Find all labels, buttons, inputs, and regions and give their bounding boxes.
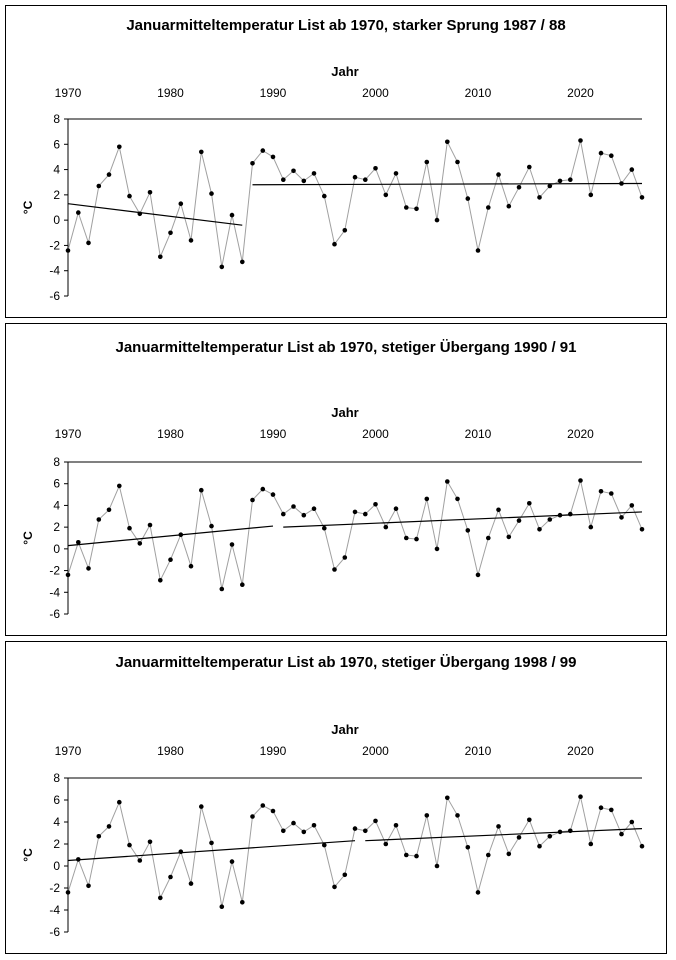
data-point xyxy=(209,191,214,196)
data-point xyxy=(548,184,553,189)
data-point xyxy=(332,885,337,890)
y-tick-label: -2 xyxy=(49,881,60,895)
data-point xyxy=(168,875,173,880)
y-tick-label: -4 xyxy=(49,585,60,600)
x-tick-label: 1970 xyxy=(54,427,82,441)
data-point xyxy=(599,805,604,810)
y-tick-label: 2 xyxy=(53,837,60,851)
chart-panel-uebergang-1998-99 xyxy=(5,641,667,954)
data-point xyxy=(332,242,337,247)
data-point xyxy=(230,859,235,864)
data-point xyxy=(158,896,163,901)
data-point xyxy=(466,845,471,850)
data-point xyxy=(486,205,491,210)
data-point xyxy=(496,508,501,513)
trend-line xyxy=(68,526,273,546)
data-point xyxy=(435,547,440,552)
y-tick-label: 0 xyxy=(53,541,60,556)
data-point xyxy=(455,813,460,818)
data-point xyxy=(640,527,645,532)
y-tick-label: -2 xyxy=(49,238,60,253)
y-tick-label: 0 xyxy=(53,213,60,228)
data-point xyxy=(179,201,184,206)
data-point xyxy=(496,172,501,177)
data-point xyxy=(199,804,204,809)
data-point xyxy=(86,241,91,246)
data-point xyxy=(158,255,163,260)
data-point xyxy=(486,536,491,541)
y-tick-label: -4 xyxy=(49,263,60,278)
data-point xyxy=(209,524,214,529)
data-point xyxy=(127,843,132,848)
data-point xyxy=(148,523,153,528)
data-point xyxy=(537,195,542,200)
data-point xyxy=(302,513,307,518)
line-chart xyxy=(6,6,668,319)
data-point xyxy=(353,175,358,180)
x-tick-label: 2020 xyxy=(567,86,594,100)
y-tick-label: 6 xyxy=(53,793,60,807)
data-point xyxy=(619,515,624,520)
data-point xyxy=(640,844,645,849)
line-chart xyxy=(6,642,668,955)
data-point xyxy=(517,185,522,190)
data-point xyxy=(599,151,604,156)
data-point xyxy=(384,842,389,847)
data-point xyxy=(609,153,614,158)
data-point xyxy=(527,818,532,823)
data-point xyxy=(630,167,635,172)
data-point xyxy=(86,566,91,571)
data-point xyxy=(138,541,143,546)
data-point xyxy=(414,854,419,859)
x-axis-label: Jahr xyxy=(331,405,359,420)
data-point xyxy=(127,194,132,199)
y-tick-label: -6 xyxy=(49,607,60,621)
data-series-line xyxy=(68,481,642,590)
data-point xyxy=(240,260,245,265)
data-point xyxy=(496,824,501,829)
data-point xyxy=(302,179,307,184)
data-point xyxy=(455,497,460,502)
data-point xyxy=(537,527,542,532)
x-tick-label: 1970 xyxy=(54,86,82,100)
data-point xyxy=(517,835,522,840)
data-point xyxy=(568,512,573,517)
y-tick-label: 6 xyxy=(53,476,60,491)
data-point xyxy=(394,823,399,828)
data-point xyxy=(476,890,481,895)
data-point xyxy=(127,526,132,531)
data-point xyxy=(148,190,153,195)
chart-panel-uebergang-1990-91 xyxy=(5,323,667,636)
y-tick-label: -4 xyxy=(49,903,60,917)
data-point xyxy=(271,492,276,497)
data-point xyxy=(343,555,348,560)
line-chart xyxy=(6,324,668,637)
data-point xyxy=(363,829,368,834)
data-point xyxy=(609,808,614,813)
data-point xyxy=(589,193,594,198)
chart-title: Januarmitteltemperatur List ab 1970, stetiger Übergang 1998 / 99 xyxy=(115,654,577,671)
data-point xyxy=(507,535,512,540)
data-point xyxy=(281,512,286,517)
data-point xyxy=(66,890,71,895)
data-point xyxy=(199,150,204,155)
y-tick-label: 4 xyxy=(53,162,60,177)
data-point xyxy=(271,809,276,814)
y-tick-label: -2 xyxy=(49,563,60,578)
data-point xyxy=(445,479,450,484)
data-point xyxy=(476,248,481,253)
x-axis-label: Jahr xyxy=(331,722,359,737)
data-point xyxy=(445,140,450,145)
data-point xyxy=(343,873,348,878)
x-tick-label: 2000 xyxy=(362,744,389,758)
data-point xyxy=(199,488,204,493)
trend-line xyxy=(253,183,643,184)
data-point xyxy=(220,265,225,270)
data-point xyxy=(548,834,553,839)
data-point xyxy=(517,518,522,523)
data-point xyxy=(527,501,532,506)
data-point xyxy=(363,512,368,517)
data-point xyxy=(107,172,112,177)
data-point xyxy=(240,900,245,905)
data-point xyxy=(414,207,419,212)
data-point xyxy=(384,193,389,198)
data-point xyxy=(578,478,583,483)
data-point xyxy=(250,161,255,166)
data-point xyxy=(312,506,317,511)
x-tick-label: 1990 xyxy=(259,86,287,100)
data-point xyxy=(240,582,245,587)
data-point xyxy=(281,177,286,182)
data-point xyxy=(527,165,532,170)
data-point xyxy=(281,829,286,834)
data-point xyxy=(291,504,296,509)
data-point xyxy=(312,171,317,176)
data-point xyxy=(271,155,276,160)
data-point xyxy=(435,218,440,223)
data-point xyxy=(548,517,553,522)
data-point xyxy=(291,821,296,826)
data-point xyxy=(117,145,122,150)
data-point xyxy=(148,840,153,845)
y-tick-label: 8 xyxy=(53,771,60,785)
data-point xyxy=(302,830,307,835)
data-point xyxy=(486,853,491,858)
x-tick-label: 2000 xyxy=(362,86,389,100)
data-point xyxy=(578,794,583,799)
data-point xyxy=(455,160,460,165)
data-point xyxy=(291,169,296,174)
x-tick-label: 1980 xyxy=(157,427,184,441)
y-tick-label: 0 xyxy=(53,859,60,873)
data-point xyxy=(384,525,389,530)
data-point xyxy=(404,205,409,210)
data-point xyxy=(404,536,409,541)
data-point xyxy=(476,573,481,578)
y-axis-label: °C xyxy=(21,200,35,215)
data-point xyxy=(107,824,112,829)
data-point xyxy=(435,864,440,869)
x-tick-label: 2000 xyxy=(362,427,389,441)
data-series-line xyxy=(68,141,642,267)
data-point xyxy=(97,517,102,522)
y-tick-label: 4 xyxy=(53,815,60,829)
data-point xyxy=(619,832,624,837)
y-axis-label: °C xyxy=(21,848,35,862)
data-point xyxy=(466,528,471,533)
data-point xyxy=(425,497,430,502)
data-point xyxy=(117,800,122,805)
data-point xyxy=(220,587,225,592)
x-tick-label: 2020 xyxy=(567,427,594,441)
data-point xyxy=(220,904,225,909)
x-tick-label: 1990 xyxy=(259,427,287,441)
data-point xyxy=(568,829,573,834)
data-point xyxy=(209,841,214,846)
data-point xyxy=(599,489,604,494)
x-tick-label: 1970 xyxy=(54,744,82,758)
data-point xyxy=(373,502,378,507)
data-series-line xyxy=(68,797,642,907)
data-point xyxy=(445,796,450,801)
y-tick-label: -6 xyxy=(49,289,60,303)
x-tick-label: 1980 xyxy=(157,86,184,100)
y-tick-label: 8 xyxy=(53,112,60,126)
y-tick-label: 4 xyxy=(53,498,60,513)
data-point xyxy=(394,506,399,511)
data-point xyxy=(404,853,409,858)
data-point xyxy=(230,213,235,218)
data-point xyxy=(76,210,81,215)
data-point xyxy=(507,204,512,209)
data-point xyxy=(312,823,317,828)
chart-title: Januarmitteltemperatur List ab 1970, starker Sprung 1987 / 88 xyxy=(126,17,566,34)
data-point xyxy=(568,177,573,182)
data-point xyxy=(158,578,163,583)
data-point xyxy=(589,525,594,530)
data-point xyxy=(66,573,71,578)
data-point xyxy=(630,820,635,825)
data-point xyxy=(261,148,266,153)
y-tick-label: 2 xyxy=(53,520,60,535)
data-point xyxy=(168,557,173,562)
data-point xyxy=(414,537,419,542)
y-tick-label: 2 xyxy=(53,187,60,202)
data-point xyxy=(373,166,378,171)
y-tick-label: -6 xyxy=(49,925,60,939)
x-tick-label: 2010 xyxy=(464,744,492,758)
data-point xyxy=(343,228,348,233)
data-point xyxy=(86,884,91,889)
data-point xyxy=(363,177,368,182)
y-axis-label: °C xyxy=(21,531,35,545)
data-point xyxy=(630,503,635,508)
x-axis-label: Jahr xyxy=(331,64,359,79)
chart-panel-sprung-1987-88 xyxy=(5,5,667,318)
data-point xyxy=(322,526,327,531)
data-point xyxy=(261,803,266,808)
x-tick-label: 1990 xyxy=(259,744,287,758)
data-point xyxy=(537,844,542,849)
x-tick-label: 1980 xyxy=(157,744,184,758)
data-point xyxy=(138,858,143,863)
data-point xyxy=(97,834,102,839)
data-point xyxy=(507,852,512,857)
data-point xyxy=(97,184,102,189)
data-point xyxy=(578,138,583,143)
data-point xyxy=(322,194,327,199)
data-point xyxy=(261,487,266,492)
data-point xyxy=(230,542,235,547)
data-point xyxy=(332,567,337,572)
data-point xyxy=(168,231,173,236)
data-point xyxy=(189,238,194,243)
chart-title: Januarmitteltemperatur List ab 1970, stetiger Übergang 1990 / 91 xyxy=(115,339,577,356)
data-point xyxy=(189,564,194,569)
data-point xyxy=(425,813,430,818)
data-point xyxy=(640,195,645,200)
data-point xyxy=(558,179,563,184)
data-point xyxy=(609,491,614,496)
data-point xyxy=(466,196,471,201)
x-tick-label: 2020 xyxy=(567,744,594,758)
data-point xyxy=(353,826,358,831)
data-point xyxy=(66,248,71,253)
x-tick-label: 2010 xyxy=(464,86,492,100)
data-point xyxy=(589,842,594,847)
x-tick-label: 2010 xyxy=(464,427,492,441)
data-point xyxy=(250,814,255,819)
y-tick-label: 8 xyxy=(53,455,60,469)
data-point xyxy=(107,508,112,513)
data-point xyxy=(425,160,430,165)
y-tick-label: 6 xyxy=(53,137,60,152)
data-point xyxy=(117,484,122,489)
data-point xyxy=(394,171,399,176)
data-point xyxy=(373,819,378,824)
data-point xyxy=(250,498,255,503)
data-point xyxy=(353,510,358,515)
data-point xyxy=(189,881,194,886)
